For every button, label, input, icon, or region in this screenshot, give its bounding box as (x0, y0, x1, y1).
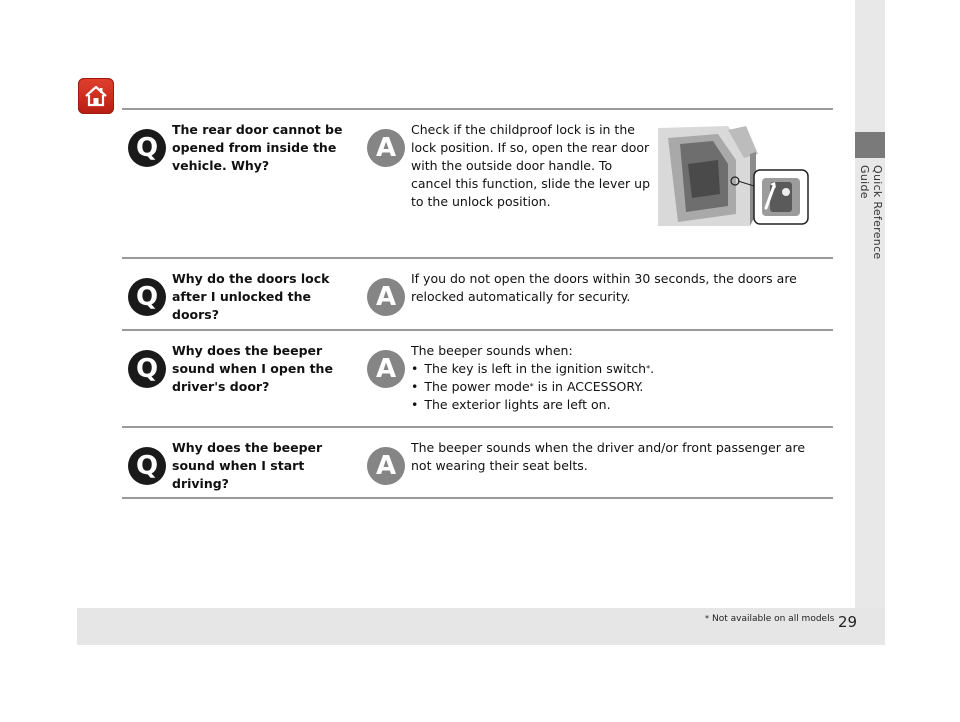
section-tab-marker[interactable] (855, 132, 885, 158)
answer-badge: A (367, 129, 405, 167)
divider (122, 108, 833, 110)
home-button[interactable] (78, 78, 114, 114)
answer-bullet: • The exterior lights are left on. (411, 396, 821, 414)
answer-badge: A (367, 447, 405, 485)
section-label: Quick Reference Guide (858, 165, 884, 260)
answer-bullet: • The key is left in the ignition switch*. (411, 360, 821, 378)
page-number: 29 (838, 613, 858, 631)
answer-bullet-list (411, 360, 821, 414)
question-text: Why does the beeper sound when I open the driver's door? (172, 343, 333, 394)
question-badge: Q (128, 447, 166, 485)
divider (122, 329, 833, 331)
question-badge: Q (128, 278, 166, 316)
divider (122, 257, 833, 259)
answer-text: If you do not open the doors within 30 seconds, the doors are relocked automatically for security. (411, 271, 797, 304)
question-text: Why do the doors lock after I unlocked the doors? (172, 271, 330, 322)
divider (122, 497, 833, 499)
question-text: Why does the beeper sound when I start driving? (172, 440, 323, 491)
answer-block (411, 342, 821, 414)
answer-text: The beeper sounds when the driver and/or front passenger are not wearing their seat belts. (411, 440, 806, 473)
question-badge: Q (128, 129, 166, 167)
answer-badge: A (367, 278, 405, 316)
childproof-lock-illustration (658, 124, 810, 226)
answer-bullet: • The power mode* is in ACCESSORY. (411, 378, 821, 396)
home-icon (83, 84, 109, 108)
answer-text: Check if the childproof lock is in the lock position. If so, open the rear door with the outside door handle. To cancel this function, slide the lever up to the unlock position. (411, 122, 651, 209)
divider (122, 426, 833, 428)
section-sidebar (855, 0, 885, 645)
question-text: The rear door cannot be opened from inside the vehicle. Why? (172, 122, 343, 173)
answer-intro: The beeper sounds when: (411, 343, 573, 358)
answer-badge: A (367, 350, 405, 388)
footnote: * Not available on all models (705, 614, 835, 624)
question-badge: Q (128, 350, 166, 388)
